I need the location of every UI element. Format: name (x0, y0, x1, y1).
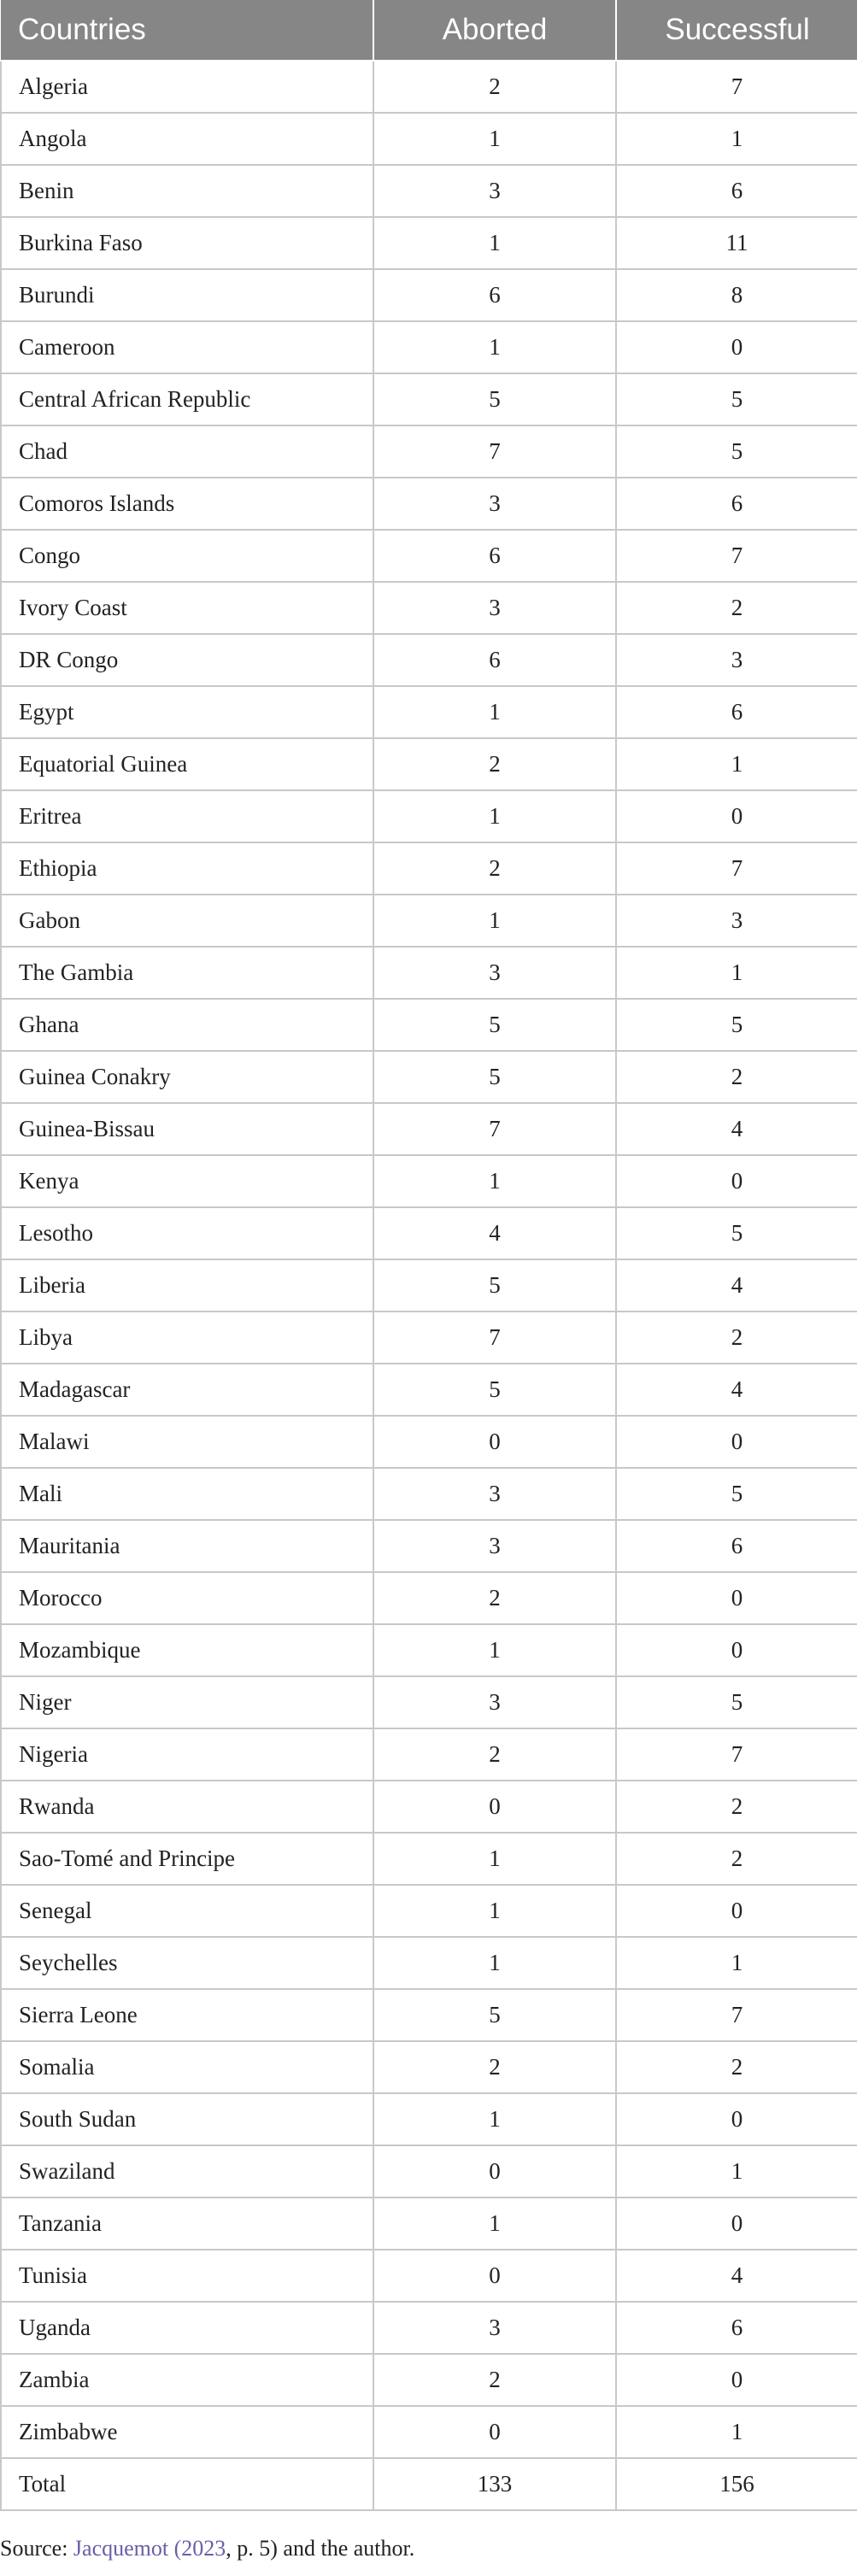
table-row (1, 1676, 857, 1728)
aborted-cell: 6 (373, 634, 616, 686)
aborted-cell: 1 (373, 113, 616, 165)
successful-cell: 11 (616, 217, 857, 269)
country-cell: Liberia (1, 1259, 373, 1311)
table-row (1, 1833, 857, 1885)
aborted-cell: 1 (373, 1833, 616, 1885)
successful-cell: 5 (616, 1676, 857, 1728)
table-row (1, 2250, 857, 2302)
aborted-cell: 5 (373, 1051, 616, 1103)
successful-cell: 6 (616, 2302, 857, 2354)
successful-cell: 3 (616, 895, 857, 947)
table-row (1, 165, 857, 217)
aborted-cell: 1 (373, 1937, 616, 1989)
table-row (1, 425, 857, 478)
table-row (1, 2302, 857, 2354)
successful-cell: 6 (616, 165, 857, 217)
successful-cell: 2 (616, 582, 857, 634)
country-cell: Morocco (1, 1572, 373, 1624)
successful-cell: 0 (616, 790, 857, 842)
country-cell: Congo (1, 530, 373, 582)
aborted-cell: 3 (373, 582, 616, 634)
aborted-cell: 0 (373, 2406, 616, 2458)
country-cell: Equatorial Guinea (1, 738, 373, 790)
country-cell: Angola (1, 113, 373, 165)
table-row (1, 2145, 857, 2198)
country-cell: Egypt (1, 686, 373, 738)
table-row (1, 790, 857, 842)
table-row (1, 738, 857, 790)
source-suffix: , p. 5) and the author. (226, 2536, 415, 2561)
aborted-cell: 4 (373, 1207, 616, 1259)
aborted-cell: 1 (373, 217, 616, 269)
successful-cell: 8 (616, 269, 857, 321)
successful-cell: 5 (616, 373, 857, 425)
successful-cell: 0 (616, 1572, 857, 1624)
aborted-cell: 5 (373, 1364, 616, 1416)
header-countries: Countries (1, 0, 373, 61)
successful-cell: 4 (616, 2250, 857, 2302)
table-row (1, 1311, 857, 1364)
table-row (1, 1468, 857, 1520)
country-cell: Seychelles (1, 1937, 373, 1989)
successful-cell: 7 (616, 1728, 857, 1781)
country-cell: Eritrea (1, 790, 373, 842)
country-cell: Uganda (1, 2302, 373, 2354)
country-cell: Mauritania (1, 1520, 373, 1572)
table-row (1, 478, 857, 530)
successful-cell: 1 (616, 113, 857, 165)
successful-cell: 0 (616, 1155, 857, 1207)
table-row (1, 842, 857, 895)
table-row (1, 2354, 857, 2406)
successful-cell: 0 (616, 1885, 857, 1937)
country-cell: Comoros Islands (1, 478, 373, 530)
table-row (1, 1572, 857, 1624)
successful-cell: 6 (616, 686, 857, 738)
aborted-cell: 2 (373, 842, 616, 895)
successful-cell: 1 (616, 738, 857, 790)
successful-cell: 5 (616, 425, 857, 478)
country-cell: Tunisia (1, 2250, 373, 2302)
aborted-cell: 3 (373, 165, 616, 217)
country-cell: Sao-Tomé and Principe (1, 1833, 373, 1885)
country-cell: Swaziland (1, 2145, 373, 2198)
aborted-cell: 1 (373, 895, 616, 947)
aborted-cell: 7 (373, 1311, 616, 1364)
header-successful: Successful (616, 0, 857, 61)
country-cell: Ivory Coast (1, 582, 373, 634)
table-row (1, 582, 857, 634)
successful-cell: 5 (616, 1468, 857, 1520)
aborted-cell: 1 (373, 686, 616, 738)
table-row (1, 530, 857, 582)
table-row (1, 269, 857, 321)
table-row (1, 1885, 857, 1937)
source-note (0, 2536, 414, 2561)
aborted-cell: 1 (373, 2093, 616, 2145)
successful-cell: 7 (616, 842, 857, 895)
country-cell: Burkina Faso (1, 217, 373, 269)
source-citation-link[interactable]: Jacquemot (2023 (73, 2536, 226, 2561)
table-row (1, 686, 857, 738)
aborted-cell: 3 (373, 947, 616, 999)
table-row (1, 634, 857, 686)
country-cell: Tanzania (1, 2198, 373, 2250)
aborted-cell: 3 (373, 1520, 616, 1572)
aborted-cell: 7 (373, 1103, 616, 1155)
source-prefix: Source: (0, 2536, 73, 2561)
table-row (1, 1520, 857, 1572)
table-row (1, 2093, 857, 2145)
country-cell: Kenya (1, 1155, 373, 1207)
successful-cell: 6 (616, 1520, 857, 1572)
country-cell: Zimbabwe (1, 2406, 373, 2458)
country-cell: Cameroon (1, 321, 373, 373)
country-cell: Guinea-Bissau (1, 1103, 373, 1155)
table-row (1, 947, 857, 999)
aborted-cell: 0 (373, 1781, 616, 1833)
successful-cell: 1 (616, 2406, 857, 2458)
aborted-cell: 3 (373, 2302, 616, 2354)
aborted-cell: 1 (373, 1624, 616, 1676)
successful-cell: 2 (616, 1781, 857, 1833)
country-cell: Mali (1, 1468, 373, 1520)
aborted-cell: 7 (373, 425, 616, 478)
successful-cell: 1 (616, 947, 857, 999)
aborted-cell: 1 (373, 2198, 616, 2250)
successful-cell: 1 (616, 1937, 857, 1989)
successful-cell: 7 (616, 61, 857, 113)
table-row (1, 321, 857, 373)
successful-cell: 4 (616, 1103, 857, 1155)
table-row (1, 2198, 857, 2250)
table-row (1, 999, 857, 1051)
country-cell: Burundi (1, 269, 373, 321)
table-row (1, 1051, 857, 1103)
aborted-cell: 6 (373, 269, 616, 321)
country-cell: Total (1, 2458, 373, 2510)
table-row (1, 1207, 857, 1259)
aborted-cell: 1 (373, 1885, 616, 1937)
country-cell: The Gambia (1, 947, 373, 999)
aborted-cell: 2 (373, 1728, 616, 1781)
successful-cell: 6 (616, 478, 857, 530)
country-cell: Rwanda (1, 1781, 373, 1833)
table-row (1, 2458, 857, 2510)
table-row (1, 2406, 857, 2458)
successful-cell: 0 (616, 1416, 857, 1468)
aborted-cell: 2 (373, 1572, 616, 1624)
successful-cell: 4 (616, 1364, 857, 1416)
aborted-cell: 2 (373, 61, 616, 113)
country-cell: Algeria (1, 61, 373, 113)
table-row (1, 1728, 857, 1781)
country-cell: DR Congo (1, 634, 373, 686)
country-cell: Senegal (1, 1885, 373, 1937)
successful-cell: 0 (616, 321, 857, 373)
successful-cell: 2 (616, 1311, 857, 1364)
country-cell: Sierra Leone (1, 1989, 373, 2041)
successful-cell: 2 (616, 1833, 857, 1885)
aborted-cell: 0 (373, 2250, 616, 2302)
successful-cell: 0 (616, 1624, 857, 1676)
table-row (1, 1937, 857, 1989)
table-row (1, 1103, 857, 1155)
aborted-cell: 3 (373, 478, 616, 530)
successful-cell: 2 (616, 2041, 857, 2093)
successful-cell: 2 (616, 1051, 857, 1103)
table-row (1, 373, 857, 425)
successful-cell: 5 (616, 1207, 857, 1259)
aborted-cell: 0 (373, 1416, 616, 1468)
table-row (1, 1989, 857, 2041)
country-cell: Lesotho (1, 1207, 373, 1259)
table-row (1, 1781, 857, 1833)
aborted-cell: 1 (373, 1155, 616, 1207)
table-body (1, 61, 857, 2510)
table-row (1, 895, 857, 947)
successful-cell: 3 (616, 634, 857, 686)
country-cell: Gabon (1, 895, 373, 947)
aborted-cell: 5 (373, 999, 616, 1051)
table-row (1, 1259, 857, 1311)
successful-cell: 4 (616, 1259, 857, 1311)
successful-cell: 0 (616, 2093, 857, 2145)
aborted-cell: 6 (373, 530, 616, 582)
country-cell: Zambia (1, 2354, 373, 2406)
table-row (1, 1155, 857, 1207)
country-cell: Chad (1, 425, 373, 478)
country-cell: Niger (1, 1676, 373, 1728)
country-cell: Libya (1, 1311, 373, 1364)
aborted-cell: 133 (373, 2458, 616, 2510)
aborted-cell: 1 (373, 790, 616, 842)
country-cell: Somalia (1, 2041, 373, 2093)
aborted-cell: 0 (373, 2145, 616, 2198)
country-cell: Guinea Conakry (1, 1051, 373, 1103)
table-row (1, 61, 857, 113)
country-cell: South Sudan (1, 2093, 373, 2145)
successful-cell: 7 (616, 530, 857, 582)
successful-cell: 7 (616, 1989, 857, 2041)
country-cell: Ghana (1, 999, 373, 1051)
header-row (1, 0, 857, 61)
aborted-cell: 5 (373, 1259, 616, 1311)
aborted-cell: 5 (373, 373, 616, 425)
successful-cell: 0 (616, 2354, 857, 2406)
country-cell: Madagascar (1, 1364, 373, 1416)
table-row (1, 2041, 857, 2093)
aborted-cell: 2 (373, 2354, 616, 2406)
table-row (1, 1416, 857, 1468)
aborted-cell: 3 (373, 1676, 616, 1728)
successful-cell: 0 (616, 2198, 857, 2250)
aborted-cell: 1 (373, 321, 616, 373)
table-row (1, 1364, 857, 1416)
aborted-cell: 2 (373, 738, 616, 790)
successful-cell: 1 (616, 2145, 857, 2198)
table-row (1, 113, 857, 165)
country-cell: Central African Republic (1, 373, 373, 425)
table-row (1, 217, 857, 269)
table-row (1, 1624, 857, 1676)
country-cell: Benin (1, 165, 373, 217)
aborted-cell: 5 (373, 1989, 616, 2041)
successful-cell: 156 (616, 2458, 857, 2510)
aborted-cell: 3 (373, 1468, 616, 1520)
table-header (1, 0, 857, 61)
country-cell: Malawi (1, 1416, 373, 1468)
aborted-cell: 2 (373, 2041, 616, 2093)
successful-cell: 5 (616, 999, 857, 1051)
country-cell: Ethiopia (1, 842, 373, 895)
country-cell: Nigeria (1, 1728, 373, 1781)
country-cell: Mozambique (1, 1624, 373, 1676)
header-aborted: Aborted (373, 0, 616, 61)
